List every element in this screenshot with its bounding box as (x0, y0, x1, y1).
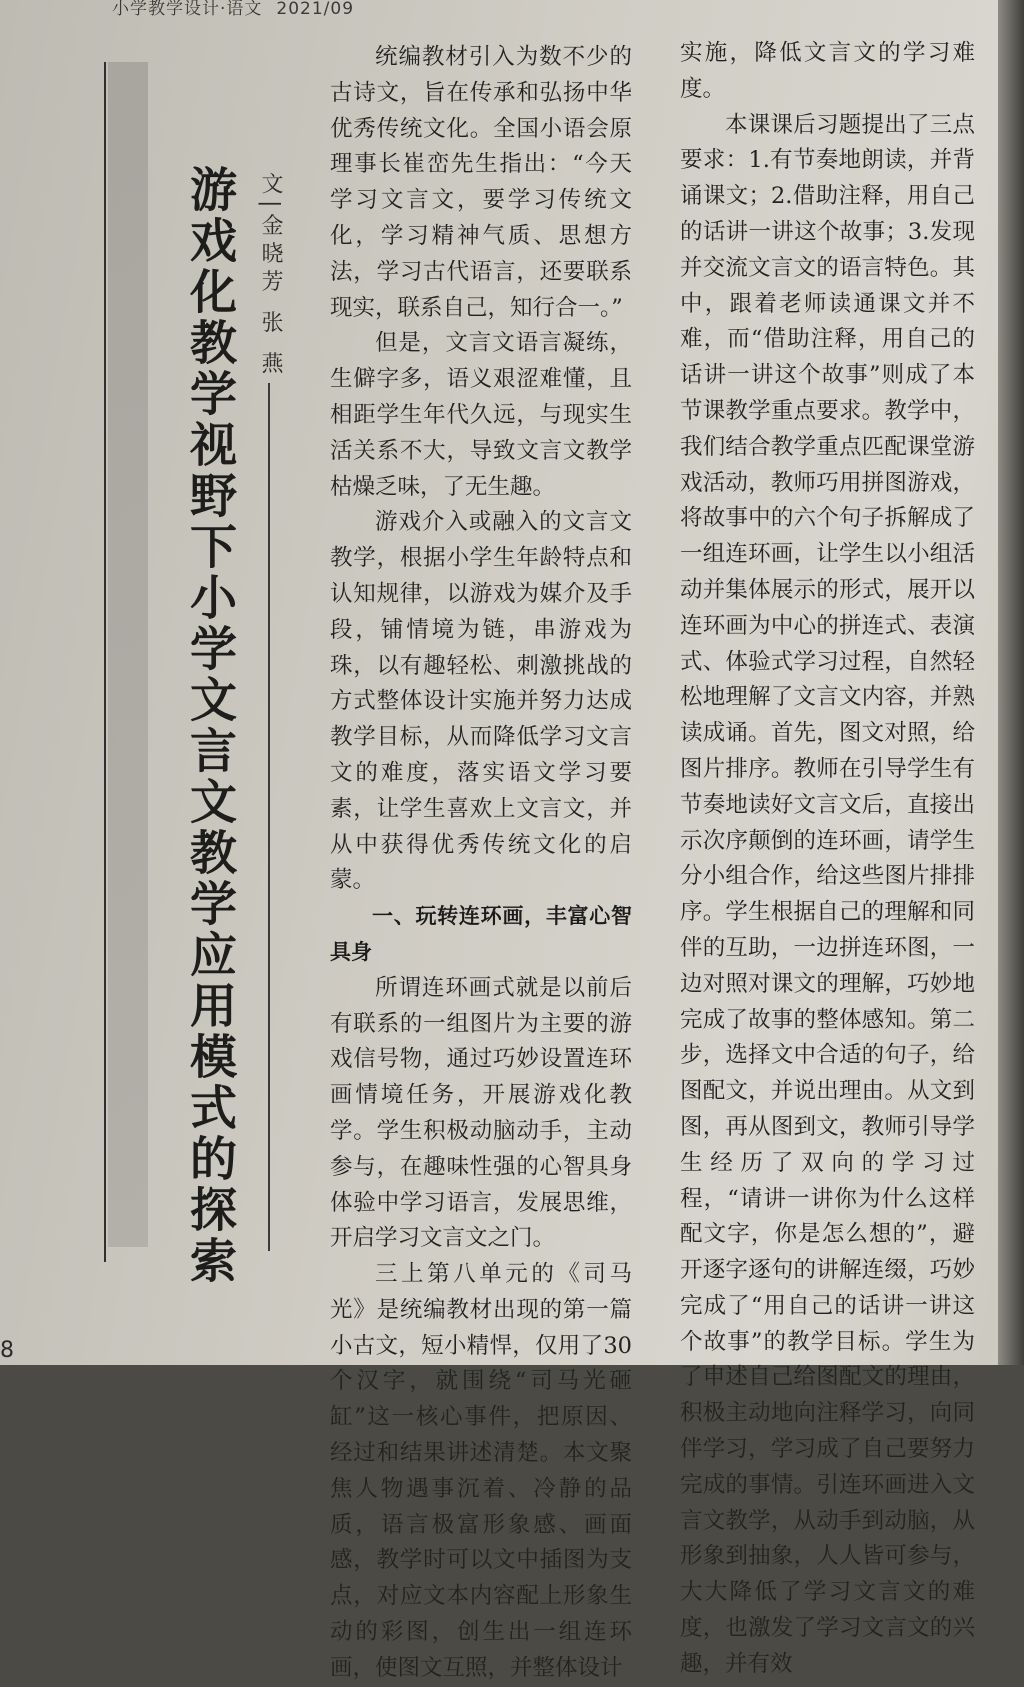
byline-rule-line (268, 383, 270, 1251)
paragraph: 本课课后习题提出了三点要求：1.有节奏地朗读，并背诵课文；2.借助注释，用自己的话讲一讲这个故事；3.发现并交流文言文的语言特色。其中，跟着老师读通课文并不难，而“借助注释，用自己的话讲一讲这个故事”则成了本节课教学重点要求。教学中，我们结合教学重点匹配课堂游戏活动，教师巧用拼图游戏，将故事中的六个句子拆解成了一组连环画，让学生以小组活动并集体展示的形式，展开以连环画为中心的拼连式、表演式、体验式学习过程，自然轻松地理解了文言文内容，并熟读成诵。首先，图文对照，给图片排序。教师在引导学生有节奏地读好文言文后，直接出示次序颠倒的连环画，请学生分小组合作，给这些图片排排序。学生根据自己的理解和同伴的互助，一边拼连环图，一边对照对课文的理解，巧妙地完成了故事的整体感知。第二步，选择文中合适的句子，给图配文，并说出理由。从文到图，再从图到文，教师引导学生经历了双向的学习过程，“请讲一讲你为什么这样配文字，你是怎么想的”，避开逐字逐句的讲解连缀，巧妙完成了“用自己的话讲一讲这个故事”的教学目标。学生为了申述自己给图配文的理由，积极主动地向注释学习，向同伴学习，学习成了自己要努力完成的事情。引连环画进入文言文教学，从动手到动脑，从形象到抽象，人人皆可参与，大大降低了学习文言文的难度，也激发了学习文言文的兴趣，并有效 (680, 111, 975, 1677)
running-title: 小学教学设计·语文 (112, 0, 263, 19)
paragraph: 统编教材引入为数不少的古诗文，旨在传承和弘扬中华优秀传统文化。全国小语会原理事长崔峦先生指出：“今天学习文言文，要学习传统文化，学习精神气质、思想方法，学习古代语言，还要联系现实，联系自己，知行合一。” (330, 44, 632, 321)
issue-date: 2021/09 (276, 0, 355, 19)
paragraph: 三上第八单元的《司马光》是统编教材出现的第一篇小古文，短小精悍，仅用了30个汉字，就围绕“司马光砸缸”这一核心事件，把原因、经过和结果讲述清楚。本文聚焦人物遇事沉着、冷静的品质，语言极富形象感、画面感，教学时可以文中插图为支点，对应文本内容配上形象生动的彩图，创生出一组连环画，使图文互照，并整体设计 (330, 1261, 632, 1681)
page-edge-shadow (998, 0, 1024, 1365)
middle-text-column (330, 40, 632, 1687)
title-shade-bar (108, 62, 148, 1247)
right-text-column (680, 36, 975, 1683)
paragraph: 所谓连环画式就是以前后有联系的一组图片为主要的游戏信号物，通过巧妙设置连环画情境任务，开展游戏化教学。学生积极动脑动手，主动参与，在趣味性强的心智具身体验中学习语言，发展思维，开启学习文言文之门。 (330, 974, 632, 1252)
paragraph-continuation: 实施，降低文言文的学习难度。 (680, 40, 975, 102)
author-names: 金晓芳 张 燕 (258, 213, 283, 380)
paragraph: 但是，文言文语言凝练，生僻字多，语义艰涩难懂，且相距学生年代久远，与现实生活关系不大，导致文言文教学枯燥乏味，了无生趣。 (330, 330, 632, 500)
running-header (112, 0, 354, 19)
section-heading: 一、玩转连环画，丰富心智具身 (330, 904, 632, 964)
byline-prefix: 文 (258, 172, 283, 200)
byline: 文|金晓芳 张 燕 (258, 172, 283, 380)
left-rule-line (104, 62, 106, 1262)
paragraph: 游戏介入或融入的文言文教学，根据小学生年龄特点和认知规律，以游戏为媒介及手段，铺情境为链，串游戏为珠，以有趣轻松、刺激挑战的方式整体设计实施并努力达成教学目标，从而降低学习文言文的难度，落实语文学习要素，让学生喜欢上文言文，并从中获得优秀传统文化的启蒙。 (330, 509, 632, 894)
article-title: 游戏化教学视野下小学文言文教学应用模式的探索 (182, 165, 237, 1287)
page-number: 8 (0, 1338, 14, 1363)
